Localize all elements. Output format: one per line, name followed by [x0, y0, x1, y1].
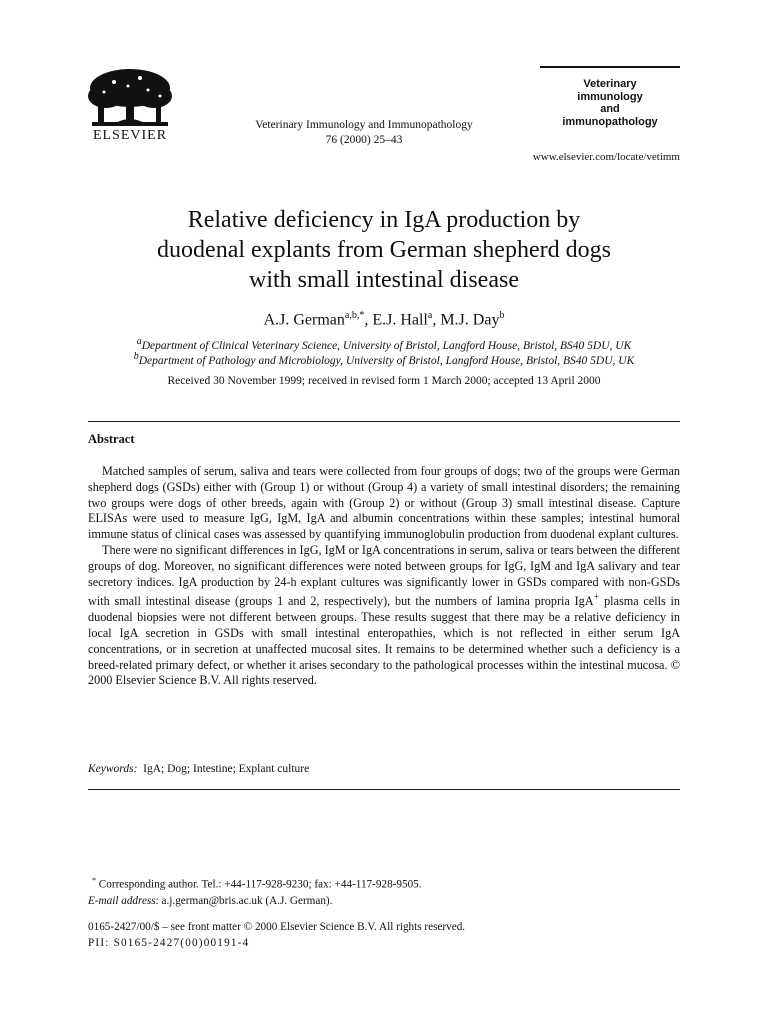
- corresponding-author: [88, 873, 680, 893]
- article-title: [88, 205, 680, 295]
- footnote: [88, 873, 680, 909]
- abstract-text: There were no significant differences in IgG, IgM or IgA concentrations in serum, saliva or tears between the different groups of dog. Moreover, no significant differences were noted between groups for IgG, IgM and IgA salivary and tear secretory indices. IgA production by 24-h explant cultures was significantly lower in GSDs compared with non-GSDs with small intestinal disease (groups 1 and 2, respectively), but the numbers of lamina propria IgA: [88, 542, 680, 609]
- title-line: Relative deficiency in IgA production by: [187, 207, 581, 233]
- journal-logo-line: and: [600, 103, 620, 115]
- keywords: [88, 763, 309, 775]
- divider: [88, 789, 680, 790]
- author-affiliation-mark: b: [499, 310, 505, 321]
- elsevier-tree-icon: [84, 66, 176, 130]
- abstract-paragraph: [88, 543, 680, 689]
- abstract-text: plasma cells in duodenal biopsies were not different between groups. These results suggest that there may be a relative deficiency in local IgA secretion in GSDs with small intestinal enteropathies, which is not reflected in either serum IgA concentrations, or in secretion at unaffected mucosal sites. It remains to be determined whether such a deficiency is a breed-related primary defect, or whether it arises secondary to the pathological processes within the intestinal mucosa. © 2000 Elsevier Science B.V. All rights reserved.: [88, 594, 680, 688]
- journal-name: Veterinary Immunology and Immunopathology: [255, 119, 473, 131]
- title-line: with small intestinal disease: [249, 267, 519, 293]
- publisher-name: ELSEVIER: [92, 128, 168, 143]
- footnote-mark: *: [92, 876, 96, 885]
- abstract-body: [88, 464, 680, 689]
- received-dates: Received 30 November 1999; received in revised form 1 March 2000; accepted 13 April 2000: [167, 375, 601, 387]
- affiliation-mark: a: [136, 336, 142, 347]
- front-matter: [88, 919, 680, 951]
- journal-logo-line: immunology: [577, 90, 643, 103]
- affiliation-text: Department of Clinical Veterinary Science, University of Bristol, Langford House, Bristol, BS40 5DU, UK: [141, 339, 632, 352]
- abstract-paragraph: Matched samples of serum, saliva and tears were collected from four groups of dogs; two of the groups were German shepherd dogs (GSDs) either with (Group 1) or without (Group 4) a variety of small intestinal disorders; the remaining two groups were dogs of other breeds, again with (Group 2) or without (Group 3) small intestinal disease. Capture ELISAs were used to measure IgG, IgM, IgA and albumin concentrations within these samples; intestinal humoral immune status of clinical cases was assessed by quantifying immunoglobulin production from duodenal explant cultures.: [88, 464, 680, 542]
- journal-url[interactable]: www.elsevier.com/locate/vetimm: [532, 151, 680, 163]
- affiliation-text: Department of Pathology and Microbiology, University of Bristol, Langford House, Bristol, BS40 5DU, UK: [138, 354, 635, 367]
- divider: [88, 421, 680, 422]
- journal-logo-line: immunopathology: [562, 115, 658, 128]
- email-label: E-mail address: [88, 894, 156, 907]
- author-name: A.J. German: [263, 311, 345, 329]
- keywords-list: IgA; Dog; Intestine; Explant culture: [143, 763, 310, 775]
- superscript: +: [593, 592, 600, 604]
- corresponding-text: Corresponding author. Tel.: +44-117-928-9230; fax: +44-117-928-9505.: [98, 878, 422, 891]
- keywords-label: Keywords:: [88, 763, 138, 775]
- email-address[interactable]: : a.j.german@bris.ac.uk (A.J. German).: [155, 894, 333, 907]
- journal-volume: 76 (2000) 25–43: [325, 134, 403, 146]
- journal-logo-rule: [540, 66, 680, 68]
- journal-citation: [200, 118, 528, 148]
- affiliation: [88, 336, 680, 352]
- affiliation: [88, 351, 680, 367]
- journal-logo: [540, 66, 680, 128]
- pii: PII: S0165-2427(00)00191-4: [88, 937, 250, 949]
- title-line: duodenal explants from German shepherd dogs: [157, 237, 611, 263]
- email-line: [88, 893, 680, 909]
- author-list: A.J. German$^{a,b,*}$, E.J. Hall$^a$, M.J. Day$^b$: [263, 310, 505, 329]
- author-name: E.J. Hall: [372, 311, 428, 329]
- abstract-heading: Abstract: [88, 432, 135, 446]
- affiliation-mark: b: [133, 351, 139, 362]
- author-affiliation-mark: a: [427, 310, 433, 321]
- journal-logo-line: Veterinary: [583, 78, 637, 90]
- author-affiliation-mark: a,b,*: [344, 310, 365, 321]
- author-name: M.J. Day: [440, 311, 500, 329]
- issn-copyright: 0165-2427/00/$ – see front matter © 2000 Elsevier Science B.V. All rights reserved.: [88, 921, 466, 933]
- elsevier-logo: [80, 66, 180, 144]
